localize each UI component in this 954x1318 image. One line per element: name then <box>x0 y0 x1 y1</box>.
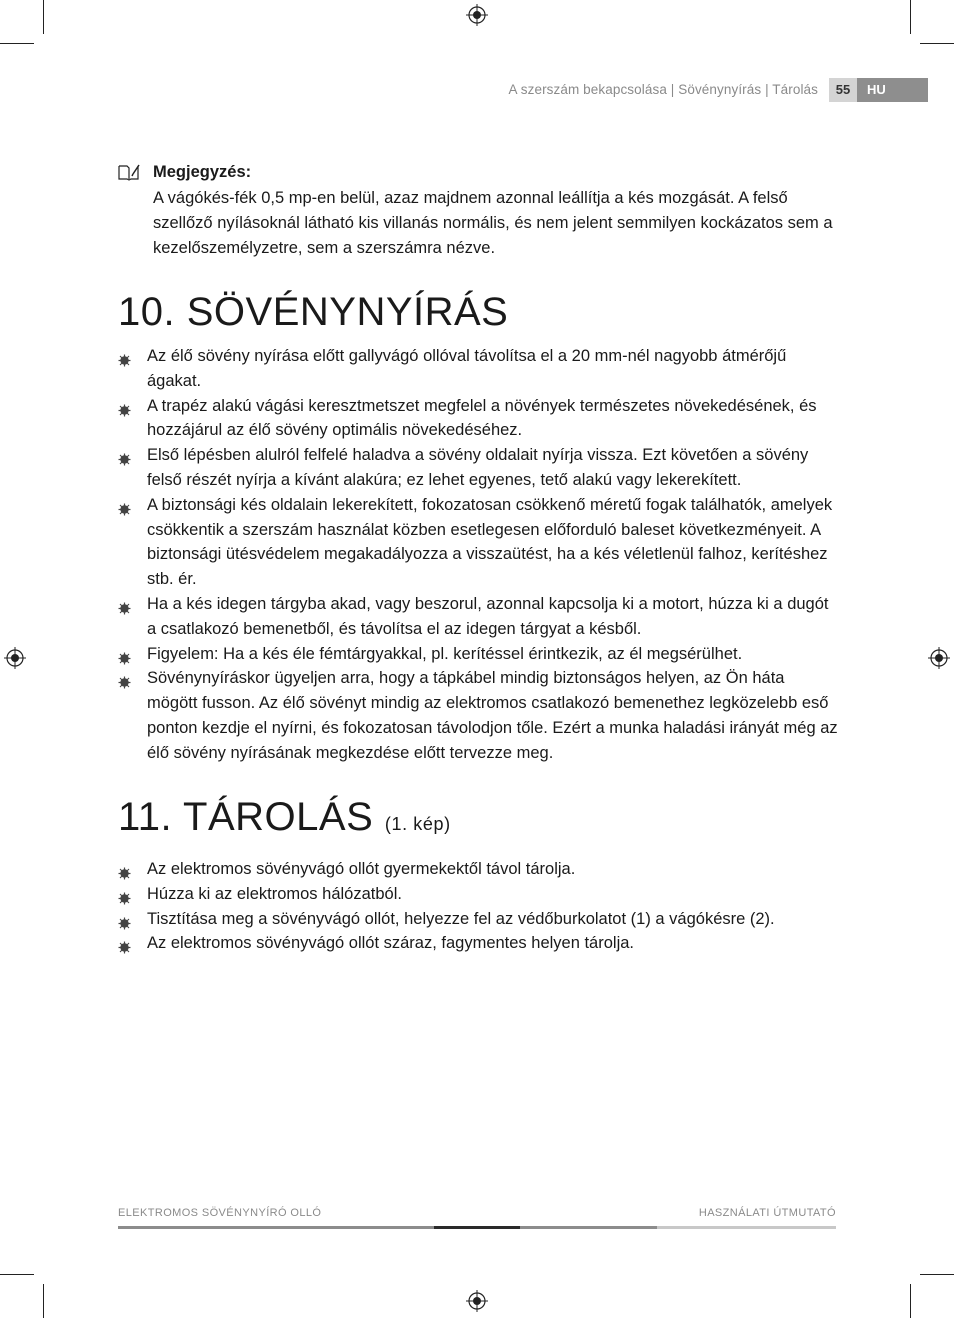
list-item <box>118 931 838 956</box>
footer-rule <box>434 1226 520 1229</box>
list-item-text: A biztonsági kés oldalain lekerekített, fokozatosan csökkenő méretű fogak találhatók, amelyek csökkentik a szerszám használat közben esetlegesen előforduló baleset következményeit. A biztonsági ütésvédelem megakadályozza a visszaütést, ha a kés véletlenül falhoz, kerítéshez stb. ér. <box>147 495 833 589</box>
bullet-icon <box>118 499 131 512</box>
list-item-text: Húzza ki az elektromos hálózatból. <box>147 884 402 903</box>
list-item-text: Figyelem: Ha a kés éle fémtárgyakkal, pl. kerítéssel érintkezik, az él megsérülhet. <box>147 644 743 663</box>
crop-mark <box>0 43 34 44</box>
registration-mark-icon <box>4 647 26 669</box>
crop-mark <box>43 1284 44 1318</box>
list-item-text: Első lépésben alulról felfelé haladva a sövény oldalait nyírja vissza. Ezt követően a sövény felső részét nyírja a kívánt alakúra; ez lehet egyenes, tető alakú vagy lekerekített. <box>147 446 809 489</box>
list-item <box>118 666 838 765</box>
list-item <box>118 592 838 642</box>
footer-document-type: HASZNÁLATI ÚTMUTATÓ <box>698 1207 836 1219</box>
crop-mark <box>910 0 911 34</box>
bullet-icon <box>118 449 131 462</box>
section10-list <box>118 344 838 766</box>
footer-rule <box>657 1226 836 1229</box>
bullet-icon <box>118 888 131 901</box>
crop-mark <box>43 0 44 34</box>
list-item-text: Az elektromos sövényvágó ollót száraz, fagymentes helyen tárolja. <box>147 934 634 953</box>
list-item <box>118 344 838 394</box>
list-item-text: Sövénynyíráskor ügyeljen arra, hogy a tápkábel mindig biztonságos helyen, az Ön háta mögött fusson. Az élő sövényt mindig az elektromos csatlakozó bemenethez legközelebb eső ponton kezdje el nyírni, és fokozatosan távolodjon tőle. Ezért a munka haladási irányát még az élő sövény nyírásának megkezdése előtt tervezze meg. <box>147 669 838 762</box>
registration-mark-icon <box>466 4 488 26</box>
bullet-icon <box>118 863 131 876</box>
list-item <box>118 394 838 444</box>
bullet-icon <box>118 937 131 950</box>
crop-mark <box>920 1274 954 1275</box>
book-note-icon <box>118 163 140 181</box>
footer-rule <box>118 1226 434 1229</box>
bullet-icon <box>118 598 131 611</box>
registration-mark-icon <box>928 647 950 669</box>
bullet-icon <box>118 913 131 926</box>
footer-rule <box>520 1226 657 1229</box>
footer-product-name: ELEKTROMOS SÖVÉNYNYÍRÓ OLLÓ <box>118 1207 322 1219</box>
list-item <box>118 882 838 907</box>
list-item-text: Tisztítása meg a sövényvágó ollót, helyezze fel az védőburkolatot (1) a vágókésre (2). <box>147 909 775 928</box>
running-header: A szerszám bekapcsolása | Sövénynyírás | Tárolás <box>508 82 818 97</box>
section-title: 11. TÁROLÁS <box>118 795 374 839</box>
crop-mark <box>910 1284 911 1318</box>
list-item <box>118 443 838 493</box>
note-title: Megjegyzés: <box>153 163 252 181</box>
list-item <box>118 907 838 932</box>
crop-mark <box>0 1274 34 1275</box>
list-item-text: A trapéz alakú vágási keresztmetszet megfelel a növények természetes növekedésének, és hozzájárul az élő sövény optimális növekedéséhez. <box>147 396 817 440</box>
list-item <box>118 493 838 592</box>
bullet-icon <box>118 672 131 685</box>
language-tab: HU <box>857 78 928 102</box>
list-item-text: Az élő sövény nyírása előtt gallyvágó ollóval távolítsa el a 20 mm-nél nagyobb átmérőjű ágakat. <box>147 347 787 390</box>
figure-reference: (1. kép) <box>384 814 451 834</box>
list-item-text: Az elektromos sövényvágó ollót gyermekektől távol tárolja. <box>147 860 576 878</box>
section-heading: 10. SÖVÉNYNYÍRÁS <box>118 290 509 334</box>
section-heading <box>118 795 451 840</box>
section11-list <box>118 857 838 956</box>
bullet-icon <box>118 648 131 661</box>
list-item <box>118 642 838 667</box>
bullet-icon <box>118 350 131 363</box>
list-item <box>118 857 838 882</box>
registration-mark-icon <box>466 1290 488 1312</box>
crop-mark <box>920 43 954 44</box>
note-body: A vágókés-fék 0,5 mp-en belül, azaz majdnem azonnal leállítja a kés mozgását. A felső szellőző nyílásoknál látható kis villanás normális, és nem jelent semmilyen kockázatos sem a kezelőszemélyzetre, sem a szerszámra nézve. <box>153 189 833 257</box>
bullet-icon <box>118 400 131 413</box>
list-item-text: Ha a kés idegen tárgyba akad, vagy beszorul, azonnal kapcsolja ki a motort, húzza ki a dugót a csatlakozó bemenetből, és távolítsa el az idegen tárgyat a késből. <box>147 594 829 638</box>
page-number: 55 <box>829 78 857 102</box>
